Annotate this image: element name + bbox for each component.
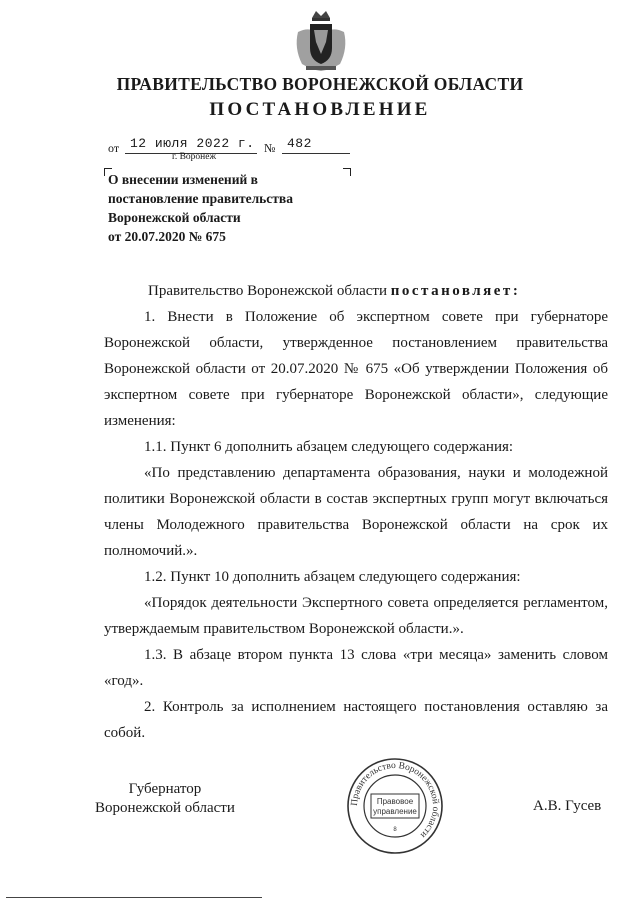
paragraph-1-1: 1.1. Пункт 6 дополнить абзацем следующего содержания: — [144, 439, 514, 455]
number-underline — [282, 153, 350, 154]
paragraph-2: 2. Контроль за исполнением настоящего постановления оставляю за собой. — [104, 699, 608, 741]
subject-line: Воронежской области — [108, 210, 241, 225]
paragraph-1-2-quote: «Порядок деятельности Экспертного совета определяется регламентом, утверждаемым правительством Воронежской области.». — [104, 595, 608, 637]
intro-text: Правительство Воронежской области — [148, 283, 391, 299]
paragraph-1-2: 1.2. Пункт 10 дополнить абзацем следующего содержания: — [144, 569, 521, 585]
date-prefix: от — [108, 141, 120, 155]
stamp-inner-line: Правовое — [376, 797, 414, 806]
legal-department-stamp — [345, 756, 445, 856]
government-title: ПРАВИТЕЛЬСТВО ВОРОНЕЖСКОЙ ОБЛАСТИ — [116, 74, 524, 94]
paragraph-1-3: 1.3. В абзаце втором пункта 13 слова «три месяца» заменить словом «год». — [104, 647, 608, 689]
stamp-number: 8 — [393, 827, 397, 833]
intro-paragraph — [148, 278, 608, 304]
document-subject — [108, 170, 348, 246]
decree-keyword: постановляет — [390, 283, 513, 299]
signatory-name: А.В. Гусев — [533, 798, 602, 814]
number-prefix: № — [264, 141, 276, 155]
coat-of-arms-emblem — [292, 8, 350, 74]
stamp-inner-line: управление — [373, 807, 417, 816]
signatory-position — [95, 780, 235, 818]
intro-colon: : — [512, 283, 518, 299]
stamp-ring-text: Правительство Воронежской области — [349, 760, 441, 840]
footer-divider — [6, 897, 262, 898]
subject-line: О внесении изменений в — [108, 172, 258, 187]
document-date: 12 июля 2022 г. — [130, 136, 255, 151]
city-label: г. Воронеж — [172, 152, 217, 162]
subject-line: постановление правительства — [108, 191, 293, 206]
position-line: Воронежской области — [95, 800, 235, 816]
document-type-title: ПОСТАНОВЛЕНИЕ — [209, 99, 431, 120]
subject-line: от 20.07.2020 № 675 — [108, 229, 226, 244]
position-line: Губернатор — [128, 781, 202, 797]
document-number: 482 — [287, 136, 312, 151]
paragraph-1-1-quote: «По представлению департамента образования, науки и молодежной политики Воронежской области в состав экспертных групп могут включаться члены Молодежного правительства Воронежской области на срок их полномочий.». — [104, 465, 608, 559]
paragraph-1: 1. Внести в Положение об экспертном совете при губернаторе Воронежской области, утвержденное постановлением правительства Воронежской области от 20.07.2020 № 675 «Об утверждении Положения об экспертном совете при губернаторе Воронежской области», следующие изменения: — [104, 309, 608, 429]
